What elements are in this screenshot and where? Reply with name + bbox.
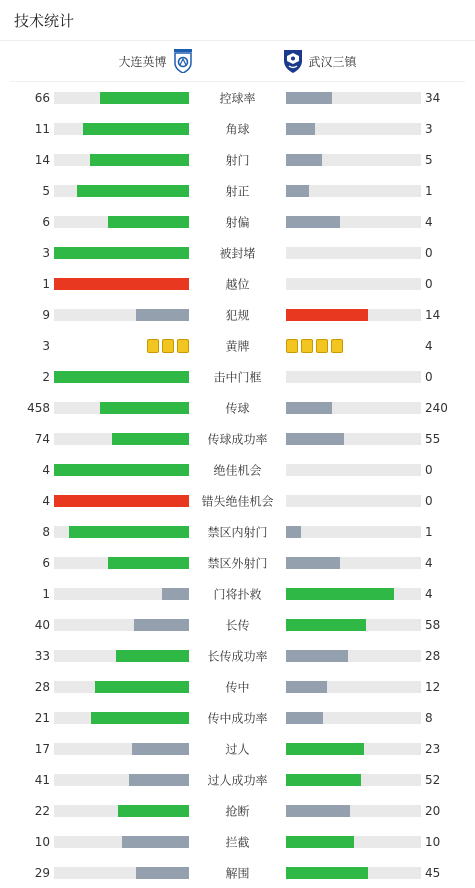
away-bar-track (286, 712, 421, 724)
away-bar-track (286, 278, 421, 290)
away-bar-fill (286, 867, 368, 879)
home-bar-fill (54, 278, 189, 290)
stat-label: 黄牌 (225, 339, 250, 353)
stat-row (0, 299, 475, 330)
stat-label: 绝佳机会 (213, 463, 262, 477)
stat-label: 过人成功率 (207, 773, 268, 787)
away-value: 0 (425, 276, 433, 291)
home-value: 9 (42, 307, 50, 322)
home-bar-fill (136, 867, 189, 879)
stat-row (0, 578, 475, 609)
away-bar-track (286, 185, 421, 197)
home-value: 74 (34, 431, 50, 446)
home-bar-track (54, 464, 189, 476)
away-bar-track (286, 588, 421, 600)
stat-label: 过人 (225, 742, 250, 756)
away-value: 0 (425, 493, 433, 508)
home-value: 21 (34, 710, 50, 725)
home-bar-track (54, 712, 189, 724)
stat-row (0, 764, 475, 795)
stat-row (0, 423, 475, 454)
stat-label: 传球 (225, 401, 250, 415)
away-team-name: 武汉三镇 (308, 54, 357, 69)
yellow-card-icon (147, 339, 159, 353)
away-yellow-cards (286, 339, 343, 353)
stat-label: 犯规 (225, 308, 250, 322)
team-header (10, 41, 465, 82)
home-team[interactable] (10, 49, 238, 73)
home-bar-fill (100, 92, 189, 104)
away-value: 52 (425, 772, 441, 787)
home-bar-track (54, 371, 189, 383)
yellow-card-icon (331, 339, 343, 353)
away-bar-fill (286, 805, 350, 817)
away-bar-fill (286, 774, 361, 786)
away-bar-fill (286, 557, 340, 569)
home-value: 22 (34, 803, 50, 818)
yellow-card-icon (177, 339, 189, 353)
home-bar-fill (77, 185, 190, 197)
stat-row (0, 609, 475, 640)
stat-row (0, 826, 475, 857)
stat-label: 禁区外射门 (207, 556, 268, 570)
home-value: 11 (34, 121, 50, 136)
stat-label: 控球率 (219, 91, 256, 105)
stat-row (0, 206, 475, 237)
home-bar-track (54, 650, 189, 662)
home-team-name: 大连英博 (118, 54, 167, 69)
away-bar-fill (286, 216, 340, 228)
away-bar-fill (286, 154, 322, 166)
away-value: 4 (425, 555, 433, 570)
stat-row (0, 547, 475, 578)
stat-row (0, 144, 475, 175)
stat-label: 越位 (225, 277, 250, 291)
stat-row (0, 485, 475, 516)
stat-row (0, 640, 475, 671)
home-bar-track (54, 402, 189, 414)
away-bar-fill (286, 712, 323, 724)
away-value: 58 (425, 617, 441, 632)
home-value: 3 (42, 245, 50, 260)
stats-header (0, 0, 475, 41)
away-value: 1 (425, 183, 433, 198)
away-bar-fill (286, 743, 364, 755)
home-bar-track (54, 495, 189, 507)
home-value: 2 (42, 369, 50, 384)
home-bar-fill (90, 154, 189, 166)
stat-label: 长传成功率 (207, 649, 268, 663)
away-bar-track (286, 402, 421, 414)
away-team-crest-icon (283, 49, 303, 73)
away-value: 3 (425, 121, 433, 136)
home-bar-fill (129, 774, 189, 786)
home-value: 6 (42, 214, 50, 229)
home-bar-fill (95, 681, 190, 693)
away-value: 1 (425, 524, 433, 539)
away-value: 0 (425, 462, 433, 477)
home-bar-track (54, 805, 189, 817)
away-bar-track (286, 309, 421, 321)
stat-label: 错失绝佳机会 (201, 494, 274, 508)
home-bar-fill (122, 836, 190, 848)
home-value: 8 (42, 524, 50, 539)
away-value: 240 (425, 400, 448, 415)
home-bar-track (54, 309, 189, 321)
home-bar-fill (83, 123, 189, 135)
yellow-card-icon (316, 339, 328, 353)
away-value: 8 (425, 710, 433, 725)
home-bar-track (54, 278, 189, 290)
away-bar-track (286, 247, 421, 259)
stat-row (0, 671, 475, 702)
home-value: 5 (42, 183, 50, 198)
home-bar-track (54, 433, 189, 445)
stat-row (0, 237, 475, 268)
stat-label: 门将扑救 (213, 587, 262, 601)
away-value: 0 (425, 245, 433, 260)
stat-label: 解围 (225, 866, 250, 880)
home-bar-track (54, 867, 189, 879)
stat-label: 射正 (225, 184, 250, 198)
away-bar-track (286, 433, 421, 445)
stat-row (0, 516, 475, 547)
away-bar-fill (286, 92, 332, 104)
stat-row (0, 857, 475, 888)
home-bar-fill (132, 743, 189, 755)
home-bar-fill (54, 371, 189, 383)
away-bar-track (286, 123, 421, 135)
away-bar-fill (286, 309, 368, 321)
away-value: 20 (425, 803, 441, 818)
away-bar-fill (286, 619, 366, 631)
away-value: 23 (425, 741, 441, 756)
away-value: 12 (425, 679, 441, 694)
home-bar-track (54, 557, 189, 569)
home-bar-fill (91, 712, 189, 724)
stats-list (0, 82, 475, 888)
away-value: 0 (425, 369, 433, 384)
home-bar-track (54, 588, 189, 600)
home-bar-fill (116, 650, 189, 662)
home-value: 17 (34, 741, 50, 756)
away-value: 28 (425, 648, 441, 663)
away-value: 34 (425, 90, 441, 105)
away-bar-fill (286, 588, 394, 600)
home-bar-track (54, 216, 189, 228)
home-bar-fill (112, 433, 189, 445)
home-bar-track (54, 743, 189, 755)
home-bar-track (54, 619, 189, 631)
away-bar-track (286, 743, 421, 755)
home-value: 1 (42, 276, 50, 291)
home-bar-track (54, 123, 189, 135)
home-value: 4 (42, 493, 50, 508)
stat-row (0, 113, 475, 144)
yellow-card-icon (286, 339, 298, 353)
stat-row (0, 175, 475, 206)
home-yellow-cards (147, 339, 189, 353)
away-bar-track (286, 526, 421, 538)
yellow-card-icon (301, 339, 313, 353)
away-bar-track (286, 495, 421, 507)
home-bar-fill (69, 526, 189, 538)
away-team[interactable] (238, 49, 466, 73)
home-value: 10 (34, 834, 50, 849)
stat-row (0, 361, 475, 392)
stat-row (0, 330, 475, 361)
home-value: 4 (42, 462, 50, 477)
away-bar-track (286, 464, 421, 476)
home-value: 1 (42, 586, 50, 601)
away-bar-track (286, 836, 421, 848)
stat-label: 拦截 (225, 835, 250, 849)
away-bar-track (286, 557, 421, 569)
home-value: 29 (34, 865, 50, 880)
away-bar-fill (286, 185, 309, 197)
home-bar-fill (54, 464, 189, 476)
stat-label: 射门 (225, 153, 250, 167)
away-bar-fill (286, 650, 348, 662)
home-team-crest-icon (173, 49, 193, 73)
away-bar-track (286, 92, 421, 104)
home-value: 3 (42, 338, 50, 353)
home-bar-fill (118, 805, 189, 817)
home-bar-fill (134, 619, 189, 631)
stat-row (0, 702, 475, 733)
home-bar-fill (108, 557, 189, 569)
stat-row (0, 392, 475, 423)
home-value: 458 (27, 400, 50, 415)
stat-label: 被封堵 (219, 246, 256, 260)
stat-label: 长传 (225, 618, 250, 632)
away-value: 45 (425, 865, 441, 880)
stat-label: 角球 (225, 122, 250, 136)
home-bar-fill (162, 588, 189, 600)
home-bar-fill (100, 402, 189, 414)
away-value: 4 (425, 214, 433, 229)
away-bar-fill (286, 681, 327, 693)
home-value: 28 (34, 679, 50, 694)
home-bar-fill (54, 247, 189, 259)
home-value: 41 (34, 772, 50, 787)
away-bar-track (286, 867, 421, 879)
home-bar-track (54, 92, 189, 104)
stat-row (0, 268, 475, 299)
away-bar-track (286, 681, 421, 693)
stat-row (0, 82, 475, 113)
away-bar-track (286, 774, 421, 786)
home-value: 14 (34, 152, 50, 167)
away-bar-fill (286, 402, 332, 414)
home-value: 40 (34, 617, 50, 632)
home-bar-fill (108, 216, 189, 228)
stat-label: 击中门框 (213, 370, 262, 384)
home-value: 33 (34, 648, 50, 663)
away-bar-track (286, 216, 421, 228)
stat-label: 传中成功率 (207, 711, 268, 725)
away-bar-fill (286, 433, 344, 445)
stat-label: 抢断 (225, 804, 250, 818)
stat-row (0, 454, 475, 485)
home-bar-track (54, 526, 189, 538)
home-bar-track (54, 247, 189, 259)
stat-row (0, 795, 475, 826)
away-bar-track (286, 650, 421, 662)
away-bar-fill (286, 836, 354, 848)
home-bar-track (54, 681, 189, 693)
away-bar-fill (286, 123, 315, 135)
stat-label: 射偏 (225, 215, 250, 229)
stat-row (0, 733, 475, 764)
yellow-card-icon (162, 339, 174, 353)
home-bar-track (54, 185, 189, 197)
stat-label: 禁区内射门 (207, 525, 268, 539)
away-value: 4 (425, 586, 433, 601)
home-value: 6 (42, 555, 50, 570)
away-value: 5 (425, 152, 433, 167)
away-bar-track (286, 371, 421, 383)
stat-label: 传球成功率 (207, 432, 268, 446)
home-bar-fill (136, 309, 189, 321)
home-bar-fill (54, 495, 189, 507)
away-bar-track (286, 805, 421, 817)
away-value: 4 (425, 338, 433, 353)
home-bar-track (54, 154, 189, 166)
page-title: 技术统计 (14, 11, 75, 30)
home-value: 66 (34, 90, 50, 105)
away-value: 14 (425, 307, 441, 322)
away-value: 55 (425, 431, 441, 446)
away-bar-track (286, 154, 421, 166)
home-bar-track (54, 836, 189, 848)
away-value: 10 (425, 834, 441, 849)
stat-label: 传中 (225, 680, 250, 694)
away-bar-fill (286, 526, 301, 538)
home-bar-track (54, 774, 189, 786)
away-bar-track (286, 619, 421, 631)
